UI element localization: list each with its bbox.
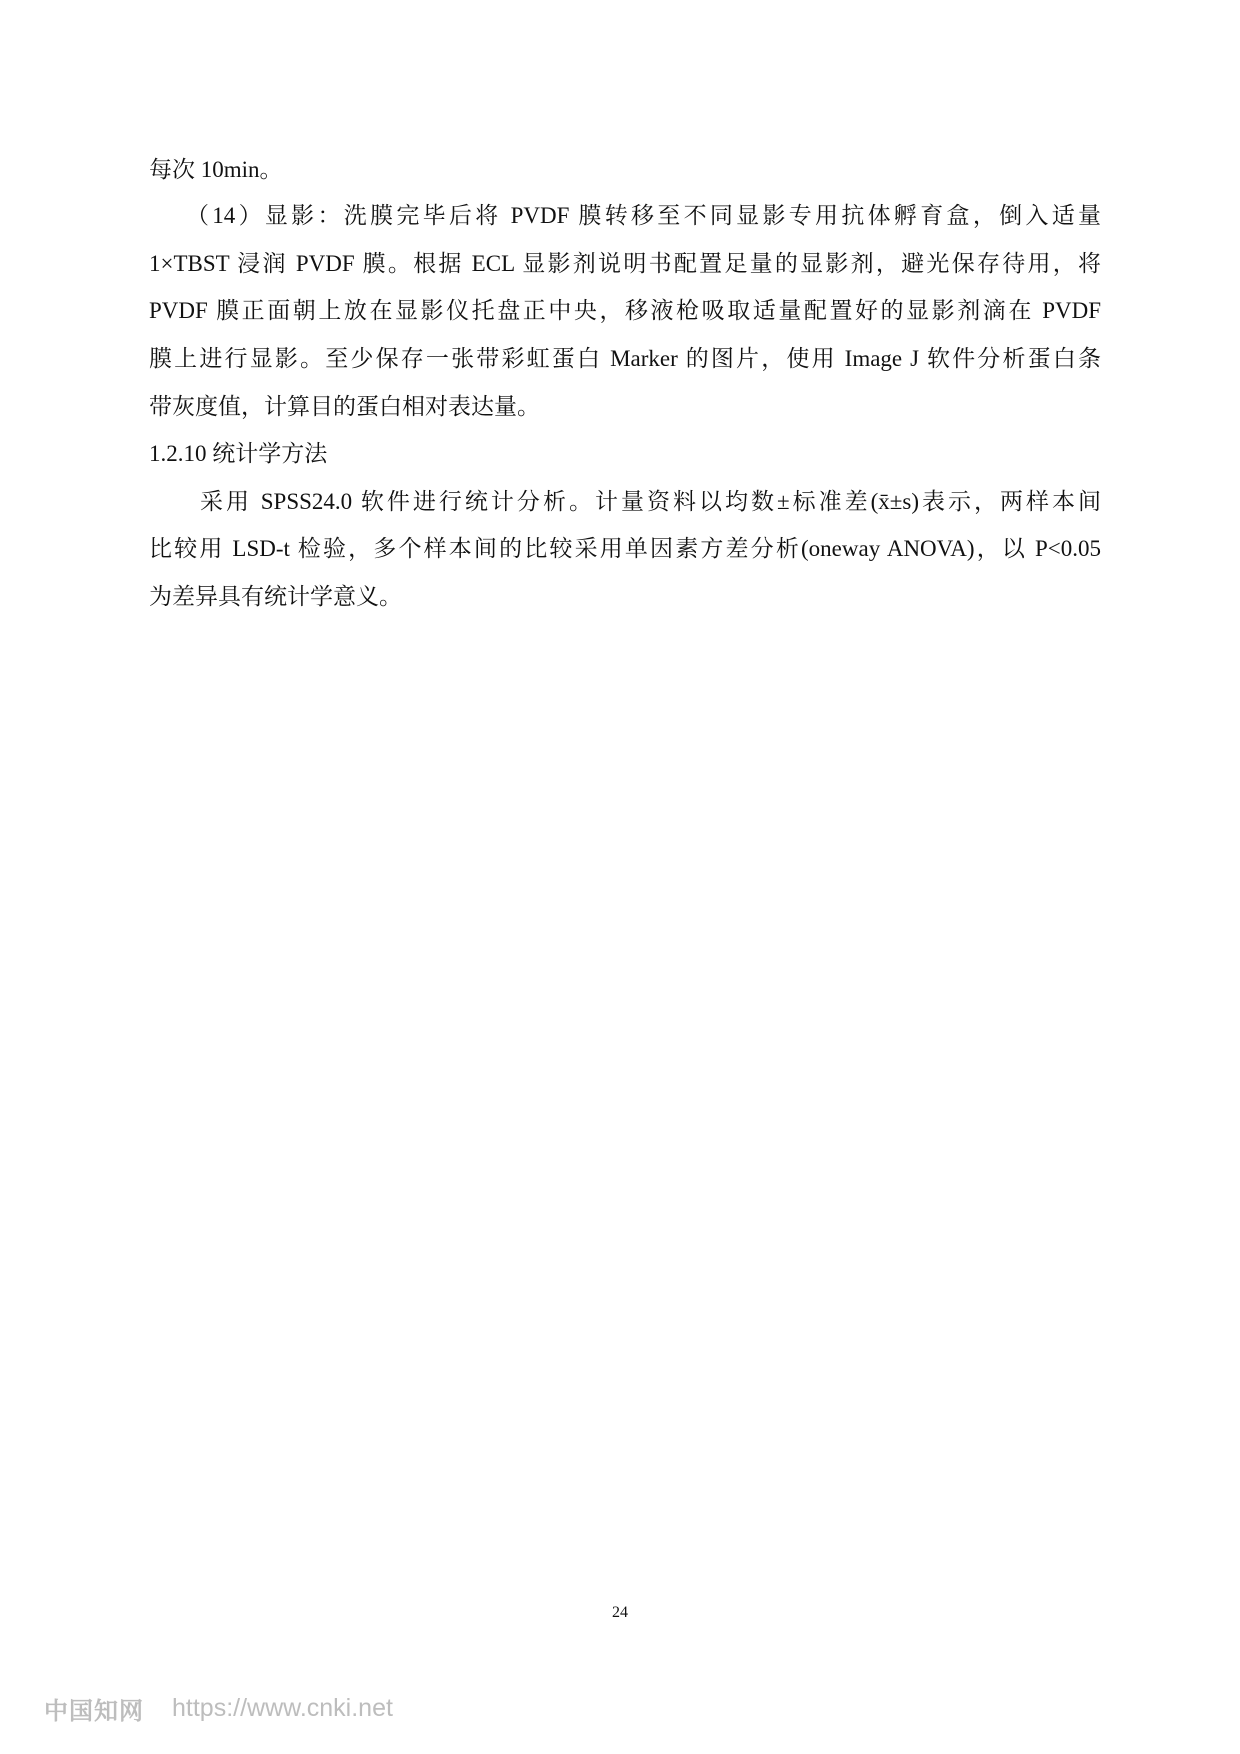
paragraph-line-2: （14）显影：洗膜完毕后将 PVDF 膜转移至不同显影专用抗体孵育盒，倒入适量 <box>186 203 1101 228</box>
paragraph-line-3: 1×TBST 浸润 PVDF 膜。根据 ECL 显影剂说明书配置足量的显影剂，避光保存待用，将 <box>149 251 1101 276</box>
paragraph-line-1: 每次 10min。 <box>149 157 283 182</box>
paragraph-line-4: PVDF 膜正面朝上放在显影仪托盘正中央，移液枪吸取适量配置好的显影剂滴在 PVDF <box>149 298 1101 323</box>
paragraph-line-7: 采用 SPSS24.0 软件进行统计分析。计量资料以均数±标准差(x̄±s)表示，两样本间 <box>200 489 1101 514</box>
paragraph-line-6: 带灰度值，计算目的蛋白相对表达量。 <box>149 394 540 419</box>
cnki-url: https://www.cnki.net <box>172 1693 393 1722</box>
page-number: 24 <box>612 1604 628 1621</box>
paragraph-line-8: 比较用 LSD-t 检验，多个样本间的比较采用单因素方差分析(oneway ANOVA)，以 P<0.05 <box>149 536 1101 561</box>
watermark-footer <box>44 1693 393 1723</box>
paragraph-line-5: 膜上进行显影。至少保存一张带彩虹蛋白 Marker 的图片，使用 Image J 软件分析蛋白条 <box>149 346 1101 371</box>
cnki-logo: 中国知网 <box>44 1697 144 1725</box>
paragraph-line-9: 为差异具有统计学意义。 <box>149 584 402 609</box>
section-heading: 1.2.10 统计学方法 <box>149 441 328 466</box>
